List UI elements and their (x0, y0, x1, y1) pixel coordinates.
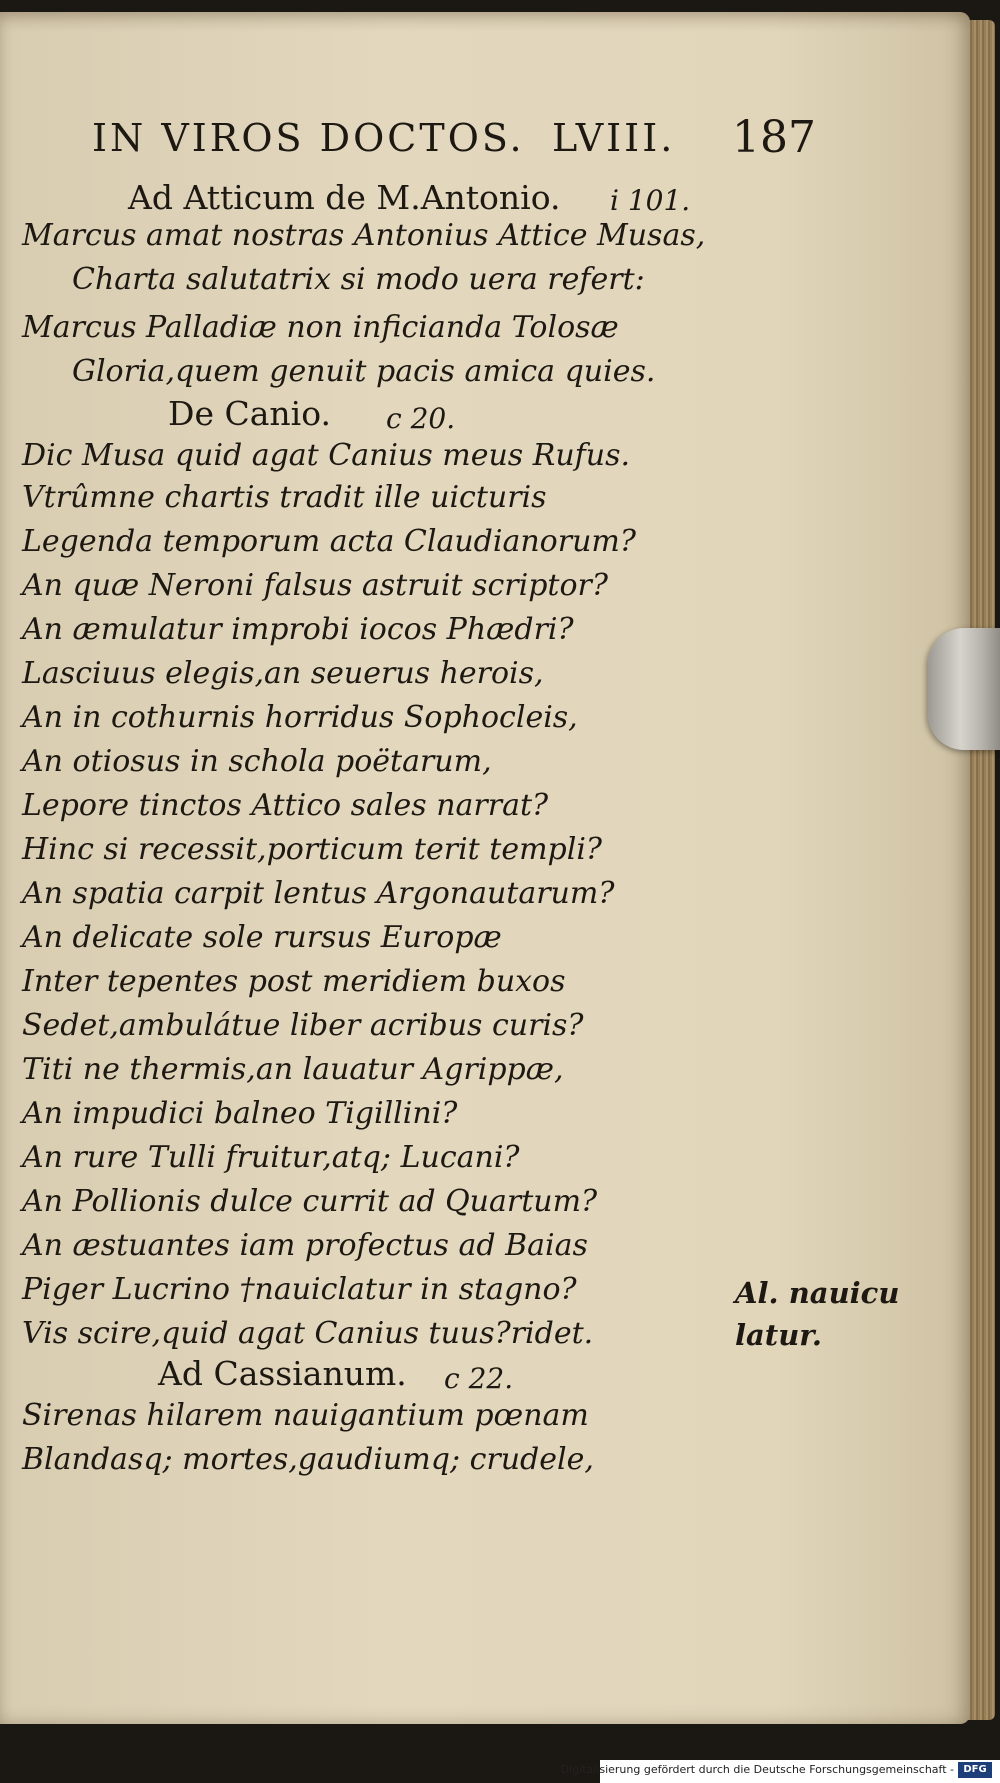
verse-line: Sirenas hilarem nauigantium pœnam (22, 1398, 589, 1433)
verse-line: An Pollionis dulce currit ad Quartum? (22, 1184, 598, 1219)
dfg-logo: DFG (958, 1762, 992, 1778)
verse-line: Blandasq; mortes,gaudiumq; crudele, (22, 1442, 594, 1477)
verse-line: Charta salutatrix si modo uera refert: (72, 262, 645, 297)
verse-line: Titi ne thermis,an lauatur Agrippæ, (22, 1052, 564, 1087)
verse-line: Dic Musa quid agat Canius meus Rufus. (22, 438, 630, 473)
running-title: IN VIROS DOCTOS. (92, 116, 525, 160)
section-ref-atticum: i 101. (610, 184, 691, 217)
verse-line: Marcus Palladiæ non inficianda Tolosæ (22, 310, 619, 345)
epigram-number: LVIII. (552, 116, 676, 160)
page-clip (928, 628, 1000, 750)
verse-line: Inter tepentes post meridiem buxos (22, 964, 566, 999)
verse-line: An delicate sole rursus Europæ (22, 920, 502, 955)
section-heading-cassianum: Ad Cassianum. (158, 1354, 407, 1393)
verse-line: Piger Lucrino †nauiclatur in stagno? (22, 1272, 577, 1307)
running-header (92, 112, 816, 172)
digitization-credit: Digitalisierung gefördert durch die Deutsche Forschungsgemeinschaft - (560, 1763, 954, 1776)
verse-line: Lasciuus elegis,an seuerus herois, (22, 656, 544, 691)
verse-line: Vtrûmne chartis tradit ille uicturis (22, 480, 547, 515)
verse-line: An spatia carpit lentus Argonautarum? (22, 876, 615, 911)
marginal-note-line: Al. nauicu (735, 1276, 900, 1310)
verse-line: Hinc si recessit,porticum terit templi? (22, 832, 603, 867)
verse-line: Sedet,ambulátue liber acribus curis? (22, 1008, 584, 1043)
verse-line: An quæ Neroni falsus astruit scriptor? (22, 568, 608, 603)
verse-line: An æmulatur improbi iocos Phædri? (22, 612, 574, 647)
marginal-note (735, 1272, 899, 1356)
section-heading-canio: De Canio. (168, 394, 331, 433)
verse-line: An rure Tulli fruitur,atq; Lucani? (22, 1140, 520, 1175)
marginal-note-line: latur. (735, 1318, 822, 1352)
verse-line: Legenda temporum acta Claudianorum? (22, 524, 636, 559)
verse-line: Vis scire,quid agat Canius tuus?ridet. (22, 1316, 594, 1351)
verse-line: Gloria,quem genuit pacis amica quies. (72, 354, 656, 389)
verse-line: An impudici balneo Tigillini? (22, 1096, 458, 1131)
section-ref-cassianum: c 22. (444, 1362, 514, 1395)
verse-line: An otiosus in schola poëtarum, (22, 744, 492, 779)
verse-line: An in cothurnis horridus Sophocleis, (22, 700, 578, 735)
verse-line: Marcus amat nostras Antonius Attice Musas, (22, 218, 706, 253)
folio-number: 187 (732, 112, 816, 163)
section-heading-atticum: Ad Atticum de M.Antonio. (128, 178, 561, 217)
verse-line: An æstuantes iam profectus ad Baias (22, 1228, 588, 1263)
section-ref-canio: c 20. (386, 402, 456, 435)
verse-line: Lepore tinctos Attico sales narrat? (22, 788, 549, 823)
